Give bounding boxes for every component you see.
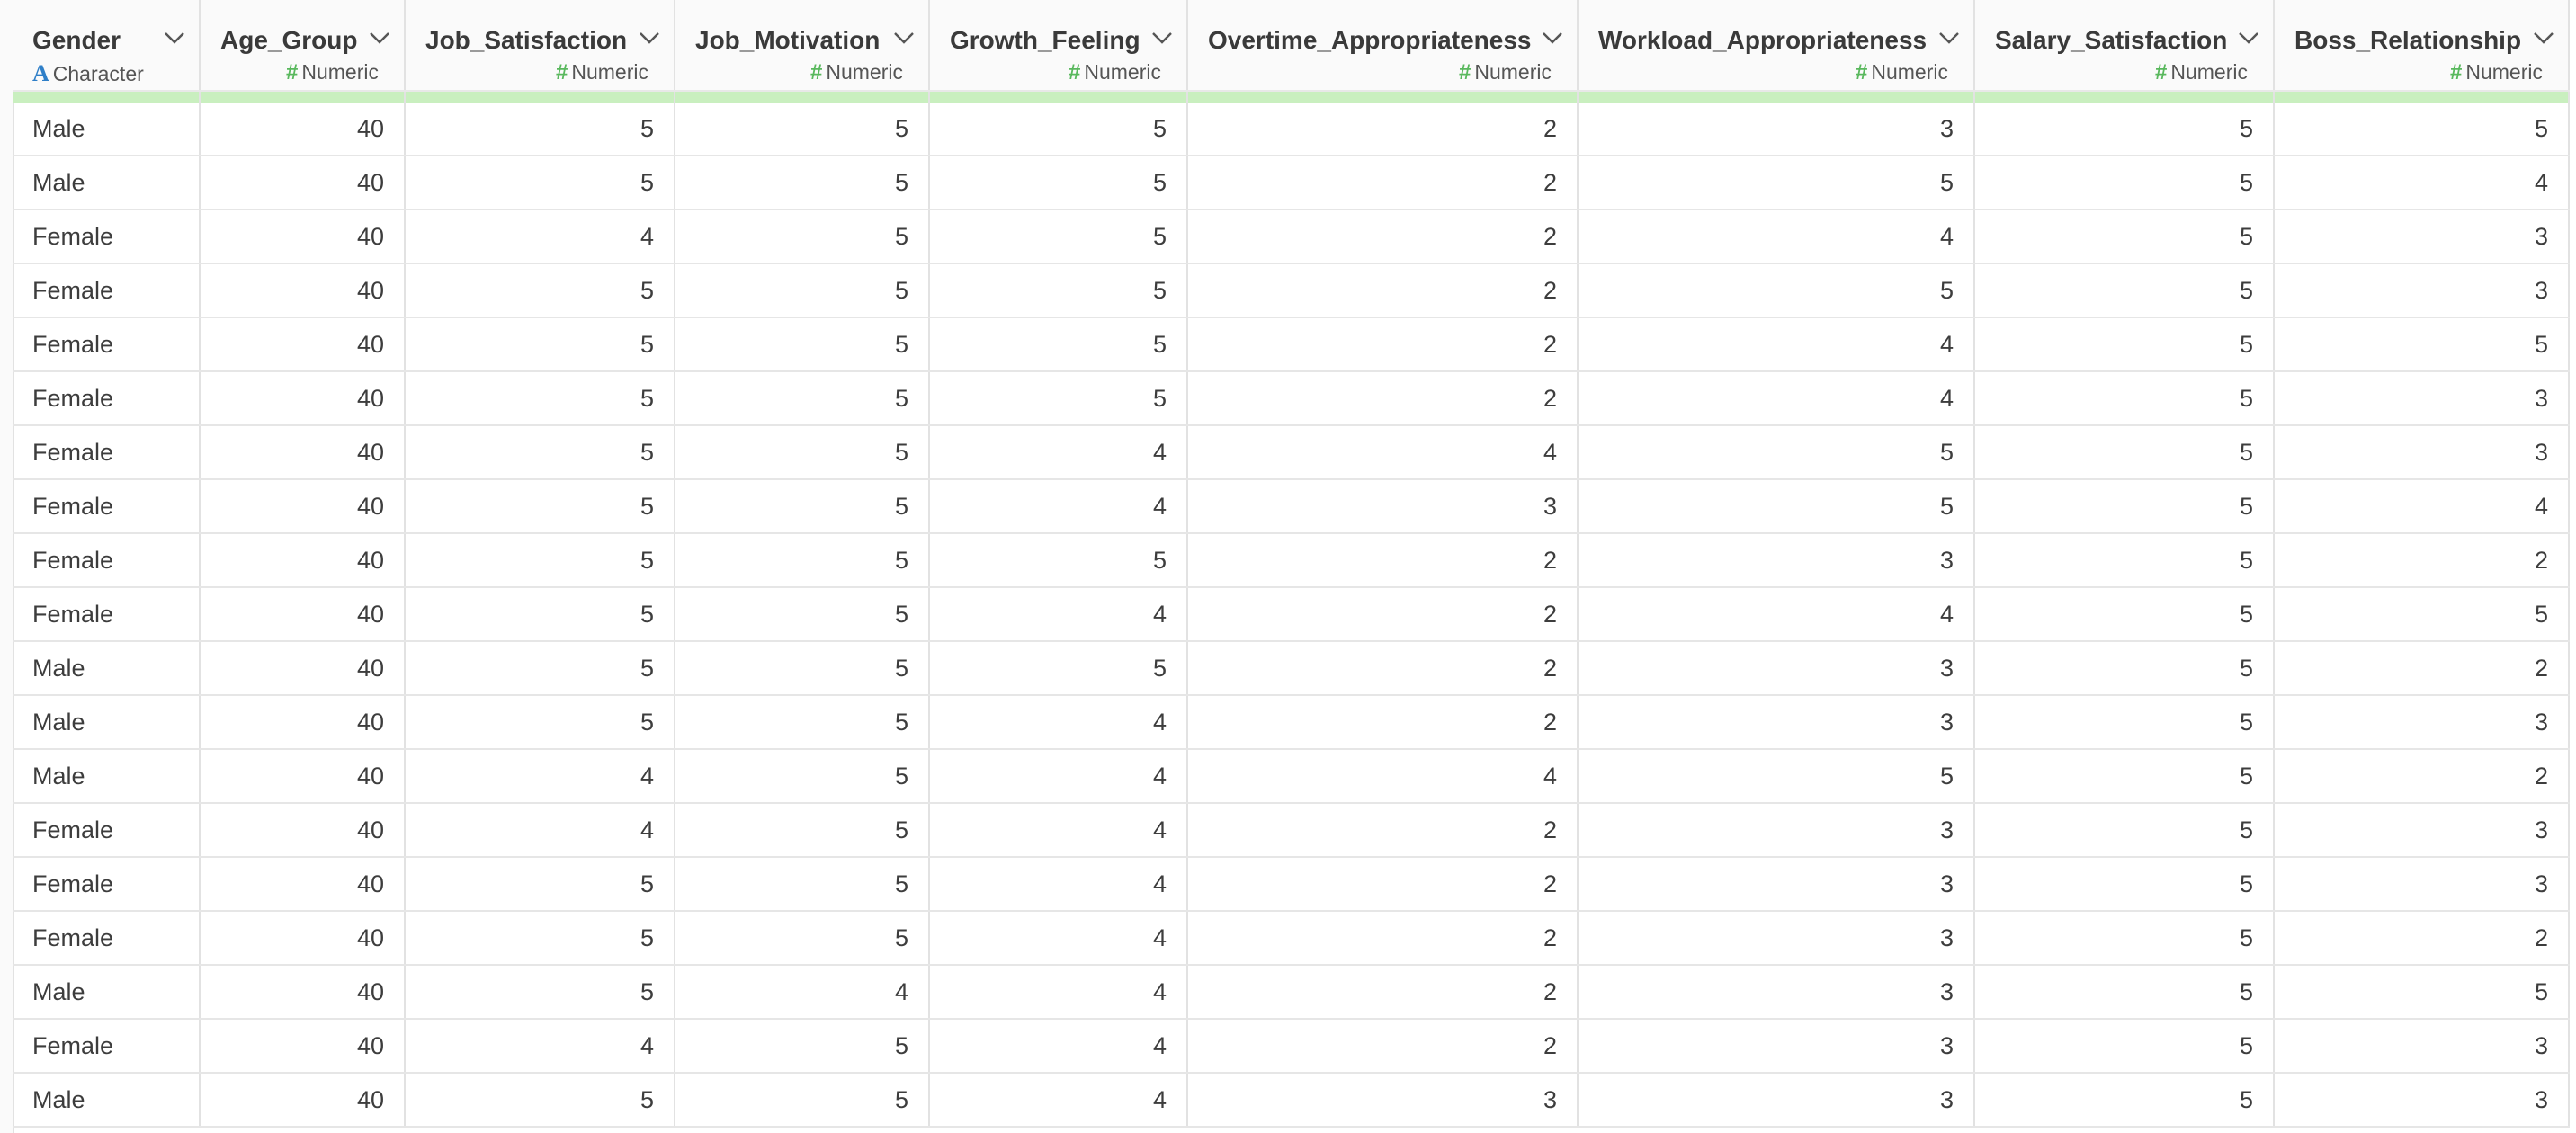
column-type-label [286, 60, 379, 85]
cell-job-motivation[interactable]: 5 [675, 263, 929, 317]
cell-job-motivation[interactable]: 5 [675, 587, 929, 641]
column-type-label [32, 60, 144, 87]
cell-growth-feeling[interactable]: 4 [929, 749, 1187, 803]
cell-age-group[interactable]: 40 [200, 103, 405, 156]
table-row[interactable] [13, 695, 2569, 749]
cell-job-satisfaction[interactable]: 4 [405, 1019, 675, 1073]
cell-growth-feeling[interactable]: 4 [929, 479, 1187, 533]
cell-job-satisfaction[interactable]: 4 [405, 749, 675, 803]
cell-salary-satisfaction[interactable]: 5 [1974, 1019, 2274, 1073]
cell-overtime-appropriateness[interactable]: 2 [1187, 695, 1578, 749]
quality-bar-segment [1187, 91, 1578, 103]
cell-job-satisfaction[interactable]: 4 [405, 210, 675, 263]
cell-overtime-appropriateness[interactable]: 3 [1187, 1073, 1578, 1127]
table-row[interactable] [13, 911, 2569, 965]
table-row[interactable] [13, 533, 2569, 587]
cell-overtime-appropriateness[interactable]: 2 [1187, 965, 1578, 1019]
cell-job-satisfaction[interactable]: 5 [405, 695, 675, 749]
cell-growth-feeling[interactable]: 4 [929, 1073, 1187, 1127]
cell-job-satisfaction[interactable]: 5 [405, 1073, 675, 1127]
cell-job-satisfaction[interactable]: 5 [405, 587, 675, 641]
cell-salary-satisfaction[interactable]: 5 [1974, 263, 2274, 317]
cell-boss-relationship[interactable]: 3 [2274, 1073, 2569, 1127]
cell-age-group[interactable]: 40 [200, 587, 405, 641]
cell-gender[interactable]: Female [13, 533, 200, 587]
cell-growth-feeling[interactable]: 5 [929, 156, 1187, 210]
cell-overtime-appropriateness[interactable]: 3 [1187, 479, 1578, 533]
column-name: Gender [32, 26, 121, 54]
cell-salary-satisfaction[interactable]: 5 [1974, 587, 2274, 641]
data-quality-bar [13, 91, 2569, 103]
cell-overtime-appropriateness[interactable]: 2 [1187, 857, 1578, 911]
numeric-type-icon: # [556, 60, 568, 85]
cell-boss-relationship[interactable]: 5 [2274, 103, 2569, 156]
column-type-text: Numeric [571, 60, 648, 84]
cell-gender[interactable]: Female [13, 263, 200, 317]
numeric-type-icon: # [2450, 60, 2463, 85]
cell-growth-feeling[interactable]: 5 [929, 263, 1187, 317]
cell-workload-appropriateness[interactable]: 3 [1578, 857, 1974, 911]
cell-age-group[interactable]: 40 [200, 803, 405, 857]
cell-overtime-appropriateness[interactable]: 2 [1187, 1019, 1578, 1073]
column-type-text: Numeric [826, 60, 903, 84]
cell-growth-feeling[interactable]: 5 [929, 103, 1187, 156]
cell-boss-relationship[interactable]: 4 [2274, 479, 2569, 533]
cell-boss-relationship[interactable]: 3 [2274, 371, 2569, 425]
cell-age-group[interactable]: 40 [200, 641, 405, 695]
column-type-text: Numeric [1871, 60, 1948, 84]
cell-growth-feeling[interactable]: 4 [929, 911, 1187, 965]
numeric-type-icon: # [1459, 60, 1471, 85]
cell-gender[interactable]: Female [13, 803, 200, 857]
table-row[interactable] [13, 803, 2569, 857]
table-row[interactable] [13, 641, 2569, 695]
chevron-down-icon[interactable] [638, 31, 661, 45]
cell-age-group[interactable]: 40 [200, 857, 405, 911]
cell-age-group[interactable]: 40 [200, 1073, 405, 1127]
cell-salary-satisfaction[interactable]: 5 [1974, 911, 2274, 965]
numeric-type-icon: # [286, 60, 299, 85]
cell-workload-appropriateness[interactable]: 3 [1578, 911, 1974, 965]
table-row[interactable] [13, 371, 2569, 425]
cell-salary-satisfaction[interactable]: 5 [1974, 479, 2274, 533]
cell-salary-satisfaction[interactable]: 5 [1974, 317, 2274, 371]
numeric-type-icon: # [1856, 60, 1868, 85]
cell-growth-feeling[interactable]: 5 [929, 533, 1187, 587]
cell-overtime-appropriateness[interactable]: 2 [1187, 803, 1578, 857]
cell-overtime-appropriateness[interactable]: 2 [1187, 641, 1578, 695]
table-row[interactable] [13, 749, 2569, 803]
cell-gender[interactable]: Female [13, 1019, 200, 1073]
cell-gender[interactable]: Female [13, 479, 200, 533]
cell-age-group[interactable]: 40 [200, 695, 405, 749]
cell-workload-appropriateness[interactable]: 5 [1578, 749, 1974, 803]
data-table [13, 0, 2570, 1128]
chevron-down-icon[interactable] [892, 31, 916, 45]
cell-age-group[interactable]: 40 [200, 1019, 405, 1073]
chevron-down-icon[interactable] [1937, 31, 1961, 45]
column-header-gender[interactable] [13, 0, 200, 91]
cell-job-motivation[interactable]: 5 [675, 371, 929, 425]
cell-job-satisfaction[interactable]: 5 [405, 371, 675, 425]
cell-boss-relationship[interactable]: 2 [2274, 749, 2569, 803]
table-row[interactable] [13, 263, 2569, 317]
column-header-job-satisfaction[interactable] [405, 0, 675, 91]
quality-bar-segment [200, 91, 405, 103]
cell-job-motivation[interactable]: 5 [675, 1073, 929, 1127]
cell-salary-satisfaction[interactable]: 5 [1974, 1073, 2274, 1127]
cell-job-satisfaction[interactable]: 5 [405, 533, 675, 587]
column-name: Job_Satisfaction [425, 26, 628, 54]
table-row[interactable] [13, 103, 2569, 156]
cell-boss-relationship[interactable]: 3 [2274, 425, 2569, 479]
cell-workload-appropriateness[interactable]: 3 [1578, 103, 1974, 156]
cell-workload-appropriateness[interactable]: 4 [1578, 587, 1974, 641]
cell-salary-satisfaction[interactable]: 5 [1974, 371, 2274, 425]
cell-boss-relationship[interactable]: 5 [2274, 587, 2569, 641]
cell-gender[interactable]: Male [13, 965, 200, 1019]
cell-age-group[interactable]: 40 [200, 749, 405, 803]
cell-workload-appropriateness[interactable]: 5 [1578, 479, 1974, 533]
cell-overtime-appropriateness[interactable]: 2 [1187, 263, 1578, 317]
cell-salary-satisfaction[interactable]: 5 [1974, 749, 2274, 803]
cell-job-motivation[interactable]: 5 [675, 156, 929, 210]
column-type-label [810, 60, 903, 85]
column-name: Age_Group [220, 26, 358, 54]
column-name: Workload_Appropriateness [1598, 26, 1928, 54]
cell-overtime-appropriateness[interactable]: 2 [1187, 103, 1578, 156]
cell-workload-appropriateness[interactable]: 3 [1578, 1019, 1974, 1073]
column-header-boss-relationship[interactable] [2274, 0, 2569, 91]
cell-job-satisfaction[interactable]: 5 [405, 857, 675, 911]
numeric-type-icon: # [810, 60, 823, 85]
cell-workload-appropriateness[interactable]: 4 [1578, 371, 1974, 425]
column-type-text: Numeric [301, 60, 379, 84]
cell-growth-feeling[interactable]: 5 [929, 641, 1187, 695]
cell-growth-feeling[interactable]: 4 [929, 1019, 1187, 1073]
cell-overtime-appropriateness[interactable]: 4 [1187, 749, 1578, 803]
cell-boss-relationship[interactable]: 3 [2274, 1019, 2569, 1073]
cell-workload-appropriateness[interactable]: 5 [1578, 156, 1974, 210]
cell-salary-satisfaction[interactable]: 5 [1974, 533, 2274, 587]
cell-job-satisfaction[interactable]: 5 [405, 425, 675, 479]
cell-job-motivation[interactable]: 5 [675, 317, 929, 371]
cell-job-motivation[interactable]: 5 [675, 857, 929, 911]
cell-workload-appropriateness[interactable]: 3 [1578, 641, 1974, 695]
cell-gender[interactable]: Male [13, 1073, 200, 1127]
cell-salary-satisfaction[interactable]: 5 [1974, 210, 2274, 263]
cell-gender[interactable]: Female [13, 857, 200, 911]
column-type-label [2155, 60, 2248, 85]
cell-salary-satisfaction[interactable]: 5 [1974, 641, 2274, 695]
cell-gender[interactable]: Male [13, 156, 200, 210]
table-row[interactable] [13, 587, 2569, 641]
cell-boss-relationship[interactable]: 3 [2274, 263, 2569, 317]
cell-growth-feeling[interactable]: 4 [929, 803, 1187, 857]
table-row[interactable] [13, 965, 2569, 1019]
cell-growth-feeling[interactable]: 5 [929, 371, 1187, 425]
numeric-type-icon: # [2155, 60, 2168, 85]
cell-salary-satisfaction[interactable]: 5 [1974, 965, 2274, 1019]
cell-age-group[interactable]: 40 [200, 911, 405, 965]
column-name: Job_Motivation [695, 26, 881, 54]
cell-boss-relationship[interactable]: 3 [2274, 695, 2569, 749]
table-row[interactable] [13, 425, 2569, 479]
cell-growth-feeling[interactable]: 5 [929, 317, 1187, 371]
cell-job-satisfaction[interactable]: 5 [405, 156, 675, 210]
cell-salary-satisfaction[interactable]: 5 [1974, 103, 2274, 156]
cell-boss-relationship[interactable]: 5 [2274, 317, 2569, 371]
cell-overtime-appropriateness[interactable]: 2 [1187, 317, 1578, 371]
cell-job-motivation[interactable]: 5 [675, 641, 929, 695]
cell-job-motivation[interactable]: 5 [675, 210, 929, 263]
chevron-down-icon[interactable] [2532, 31, 2555, 45]
cell-gender[interactable]: Male [13, 695, 200, 749]
table-row[interactable] [13, 857, 2569, 911]
cell-gender[interactable]: Female [13, 425, 200, 479]
cell-age-group[interactable]: 40 [200, 479, 405, 533]
cell-age-group[interactable]: 40 [200, 210, 405, 263]
column-name: Growth_Feeling [950, 26, 1140, 54]
column-name: Overtime_Appropriateness [1208, 26, 1532, 54]
column-type-text: Numeric [2465, 60, 2543, 84]
cell-job-motivation[interactable]: 5 [675, 425, 929, 479]
cell-gender[interactable]: Female [13, 317, 200, 371]
cell-job-satisfaction[interactable]: 5 [405, 965, 675, 1019]
cell-job-satisfaction[interactable]: 5 [405, 479, 675, 533]
cell-boss-relationship[interactable]: 2 [2274, 533, 2569, 587]
quality-bar-segment [405, 91, 675, 103]
cell-salary-satisfaction[interactable]: 5 [1974, 857, 2274, 911]
table-body [13, 103, 2569, 1127]
cell-overtime-appropriateness[interactable]: 4 [1187, 425, 1578, 479]
cell-gender[interactable]: Female [13, 371, 200, 425]
cell-gender[interactable]: Male [13, 749, 200, 803]
cell-job-satisfaction[interactable]: 5 [405, 641, 675, 695]
quality-bar-segment [1974, 91, 2274, 103]
cell-salary-satisfaction[interactable]: 5 [1974, 156, 2274, 210]
column-name: Salary_Satisfaction [1995, 26, 2228, 54]
cell-overtime-appropriateness[interactable]: 2 [1187, 587, 1578, 641]
cell-growth-feeling[interactable]: 4 [929, 965, 1187, 1019]
quality-bar-segment [929, 91, 1187, 103]
cell-workload-appropriateness[interactable]: 4 [1578, 210, 1974, 263]
column-type-text: Character [52, 62, 144, 85]
cell-gender[interactable]: Male [13, 103, 200, 156]
character-type-icon: A [32, 60, 49, 86]
chevron-down-icon[interactable] [1541, 31, 1564, 45]
table-row[interactable] [13, 1073, 2569, 1127]
quality-bar-segment [2274, 91, 2569, 103]
cell-job-motivation[interactable]: 5 [675, 911, 929, 965]
cell-boss-relationship[interactable]: 2 [2274, 911, 2569, 965]
column-header-salary-satisfaction[interactable] [1974, 0, 2274, 91]
cell-job-satisfaction[interactable]: 5 [405, 911, 675, 965]
cell-growth-feeling[interactable]: 4 [929, 695, 1187, 749]
column-header-growth-feeling[interactable] [929, 0, 1187, 91]
cell-age-group[interactable]: 40 [200, 156, 405, 210]
cell-growth-feeling[interactable]: 4 [929, 425, 1187, 479]
cell-job-motivation[interactable]: 5 [675, 1019, 929, 1073]
header-row [13, 0, 2569, 91]
cell-job-motivation[interactable]: 5 [675, 803, 929, 857]
cell-boss-relationship[interactable]: 5 [2274, 965, 2569, 1019]
cell-workload-appropriateness[interactable]: 3 [1578, 1073, 1974, 1127]
cell-growth-feeling[interactable]: 4 [929, 857, 1187, 911]
cell-growth-feeling[interactable]: 4 [929, 587, 1187, 641]
cell-boss-relationship[interactable]: 2 [2274, 641, 2569, 695]
cell-boss-relationship[interactable]: 4 [2274, 156, 2569, 210]
cell-job-satisfaction[interactable]: 5 [405, 103, 675, 156]
quality-bar-segment [13, 91, 200, 103]
cell-workload-appropriateness[interactable]: 5 [1578, 263, 1974, 317]
cell-age-group[interactable]: 40 [200, 965, 405, 1019]
cell-job-satisfaction[interactable]: 4 [405, 803, 675, 857]
cell-gender[interactable]: Female [13, 911, 200, 965]
cell-overtime-appropriateness[interactable]: 2 [1187, 156, 1578, 210]
table-row[interactable] [13, 156, 2569, 210]
table-row[interactable] [13, 1019, 2569, 1073]
column-header-job-motivation[interactable] [675, 0, 929, 91]
cell-gender[interactable]: Female [13, 210, 200, 263]
column-type-label [1459, 60, 1552, 85]
cell-overtime-appropriateness[interactable]: 2 [1187, 371, 1578, 425]
column-header-age-group[interactable] [200, 0, 405, 91]
cell-overtime-appropriateness[interactable]: 2 [1187, 911, 1578, 965]
cell-job-satisfaction[interactable]: 5 [405, 317, 675, 371]
cell-salary-satisfaction[interactable]: 5 [1974, 803, 2274, 857]
cell-job-motivation[interactable]: 5 [675, 533, 929, 587]
cell-job-motivation[interactable]: 5 [675, 695, 929, 749]
cell-age-group[interactable]: 40 [200, 371, 405, 425]
numeric-type-icon: # [1069, 60, 1081, 85]
cell-workload-appropriateness[interactable]: 5 [1578, 425, 1974, 479]
chevron-down-icon[interactable] [1150, 31, 1174, 45]
table-row[interactable] [13, 210, 2569, 263]
cell-job-motivation[interactable]: 4 [675, 965, 929, 1019]
cell-overtime-appropriateness[interactable]: 2 [1187, 533, 1578, 587]
cell-salary-satisfaction[interactable]: 5 [1974, 695, 2274, 749]
cell-job-motivation[interactable]: 5 [675, 103, 929, 156]
table-row[interactable] [13, 317, 2569, 371]
cell-age-group[interactable]: 40 [200, 317, 405, 371]
cell-overtime-appropriateness[interactable]: 2 [1187, 210, 1578, 263]
cell-workload-appropriateness[interactable]: 4 [1578, 317, 1974, 371]
column-type-text: Numeric [1474, 60, 1552, 84]
cell-job-motivation[interactable]: 5 [675, 479, 929, 533]
cell-workload-appropriateness[interactable]: 3 [1578, 803, 1974, 857]
column-header-workload-appropriateness[interactable] [1578, 0, 1974, 91]
cell-job-motivation[interactable]: 5 [675, 749, 929, 803]
column-type-label [1069, 60, 1161, 85]
cell-boss-relationship[interactable]: 3 [2274, 803, 2569, 857]
cell-age-group[interactable]: 40 [200, 263, 405, 317]
cell-workload-appropriateness[interactable]: 3 [1578, 533, 1974, 587]
quality-bar-segment [675, 91, 929, 103]
cell-job-satisfaction[interactable]: 5 [405, 263, 675, 317]
column-type-text: Numeric [2170, 60, 2248, 84]
cell-gender[interactable]: Male [13, 641, 200, 695]
column-type-label [556, 60, 648, 85]
cell-age-group[interactable]: 40 [200, 425, 405, 479]
column-header-overtime-appropriateness[interactable] [1187, 0, 1578, 91]
cell-age-group[interactable]: 40 [200, 533, 405, 587]
chevron-down-icon[interactable] [163, 31, 186, 45]
cell-boss-relationship[interactable]: 3 [2274, 210, 2569, 263]
quality-bar-segment [1578, 91, 1974, 103]
cell-workload-appropriateness[interactable]: 3 [1578, 695, 1974, 749]
cell-workload-appropriateness[interactable]: 3 [1578, 965, 1974, 1019]
column-type-label [2450, 60, 2543, 85]
cell-growth-feeling[interactable]: 5 [929, 210, 1187, 263]
chevron-down-icon[interactable] [368, 31, 391, 45]
column-type-text: Numeric [1084, 60, 1161, 84]
table-row[interactable] [13, 479, 2569, 533]
cell-gender[interactable]: Female [13, 587, 200, 641]
column-name: Boss_Relationship [2294, 26, 2522, 54]
chevron-down-icon[interactable] [2237, 31, 2260, 45]
cell-boss-relationship[interactable]: 3 [2274, 857, 2569, 911]
cell-salary-satisfaction[interactable]: 5 [1974, 425, 2274, 479]
column-type-label [1856, 60, 1948, 85]
